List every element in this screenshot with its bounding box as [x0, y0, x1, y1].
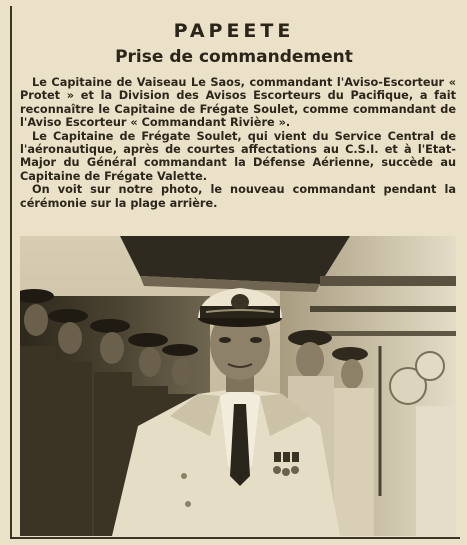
paragraph-2: Le Capitaine de Frégate Soulet, qui vient du Service Central de l'aéronautique, après de courtes affectations au C.S.I. et à l'Etat-Major du Général commandant la Défense Aérienne, succède au Capitaine de Frégate Valette.	[20, 129, 456, 183]
paragraph-3: On voit sur notre photo, le nouveau commandant pendant la cérémonie sur la plage arrière.	[20, 183, 456, 210]
location-heading: PAPEETE	[173, 20, 295, 42]
paragraph-1: Le Capitaine de Vaiseau Le Saos, commandant l'Aviso-Escorteur « Protet » et la Division des Avisos Escorteurs du Pacifique, a fait reconnaître le Capitaine de Frégate Soulet, comme commandant de l'Aviso Escorteur « Commandant Rivière ».	[20, 76, 456, 130]
article-headline: Prise de commandement	[115, 47, 353, 67]
article-body	[20, 76, 456, 210]
ceremony-photo-illustration	[20, 236, 456, 536]
left-column-rule	[10, 6, 12, 538]
bottom-rule	[10, 537, 460, 539]
ceremony-photo	[20, 236, 456, 536]
